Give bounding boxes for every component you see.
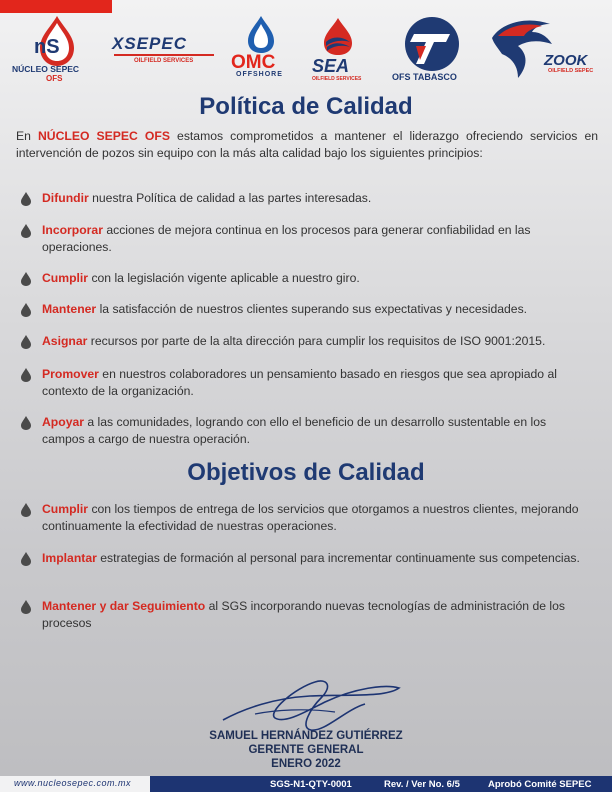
policy-item-text: a las comunidades, logrando con ello el beneficio de un desarrollo sustentable en los campos a cargo de nuestra operación.	[42, 415, 547, 446]
signer-role: GERENTE GENERAL	[248, 744, 364, 756]
policy-item-text: acciones de mejora continua en los procesos para generar confiabilidad en las operaciones.	[42, 223, 531, 254]
xsepec-underline	[114, 54, 214, 56]
intro-company: NÚCLEO SEPEC OFS	[38, 129, 170, 143]
drop-bullet-icon	[20, 192, 32, 206]
objective-item-text: con los tiempos de entrega de los servicios que otorgamos a nuestros clientes, mejorando continuamente la efectividad de nuestras operaciones.	[42, 502, 579, 533]
handwritten-signature	[215, 668, 405, 738]
policy-item-text: recursos por parte de la alta dirección para cumplir los requisitos de ISO 9001:2015.	[90, 334, 546, 348]
policy-item-keyword: Cumplir	[42, 271, 89, 285]
logos-row	[0, 14, 612, 86]
sea-logo	[308, 16, 374, 84]
policy-item-text: en nuestros colaboradores un pensamiento basado en riesgos que sea apropiado al contexto de la organización.	[42, 367, 557, 398]
zook-name: ZOOK	[544, 52, 588, 69]
zook-sub: OILFIELD SEPEC	[548, 68, 594, 74]
nucleo-name: NÚCLEO SEPEC	[12, 64, 80, 74]
objectives-title: Objetivos de Calidad	[187, 459, 425, 486]
drop-bullet-icon	[20, 272, 32, 286]
policy-item-keyword: Mantener	[42, 302, 97, 316]
signer-name: SAMUEL HERNÁNDEZ GUTIÉRREZ	[209, 730, 403, 742]
signature-date: ENERO 2022	[271, 758, 341, 770]
ofs-name: OFS TABASCO	[392, 72, 457, 82]
ofs-tabasco-logo	[386, 14, 482, 86]
policy-item-text: la satisfacción de nuestros clientes superando sus expectativas y necesidades.	[99, 302, 528, 316]
zook-logo	[488, 14, 602, 86]
drop-bullet-icon	[20, 368, 32, 382]
ofs-circle-icon	[386, 14, 482, 72]
objective-item-keyword: Mantener y dar Seguimiento	[42, 599, 206, 613]
nucleo-sub: OFS	[46, 74, 63, 83]
policy-item-text: nuestra Política de calidad a las partes interesadas.	[92, 191, 372, 205]
xsepec-sub: OILFIELD SERVICES	[134, 58, 194, 64]
policy-item-keyword: Asignar	[42, 334, 88, 348]
drop-bullet-icon	[20, 552, 32, 566]
omc-sub: OFFSHORE	[236, 71, 283, 78]
xsepec-name: XSEPEC	[112, 34, 187, 53]
website-link[interactable]: www.nucleosepec.com.mx	[14, 778, 132, 788]
policy-item-keyword: Promover	[42, 367, 99, 381]
objective-item-text: al SGS incorporando nuevas tecnologías de administración de los procesos	[42, 599, 565, 630]
objective-item-text: estrategias de formación al personal para incrementar continuamente sus competencias.	[100, 551, 580, 565]
sea-name: SEA	[312, 56, 350, 76]
objective-item-keyword: Cumplir	[42, 502, 89, 516]
intro-prefix: En	[16, 129, 31, 143]
omc-drop-icon	[228, 14, 294, 54]
drop-bullet-icon	[20, 224, 32, 238]
xsepec-logo	[112, 34, 217, 74]
policy-item-keyword: Incorporar	[42, 223, 103, 237]
revision-number: Rev. / Ver No. 6/5	[384, 779, 460, 790]
policy-item-keyword: Difundir	[42, 191, 89, 205]
approval-note: Aprobó Comité SEPEC	[488, 779, 592, 790]
omc-name: OMC	[231, 52, 276, 73]
drop-bullet-icon	[20, 600, 32, 614]
drop-bullet-icon	[20, 503, 32, 517]
red-corner-bar	[0, 0, 112, 13]
nucleo-sepec-logo	[12, 14, 102, 86]
policy-intro	[16, 128, 598, 162]
sea-drop-icon	[308, 16, 374, 56]
objective-item-keyword: Implantar	[42, 551, 97, 565]
nucleo-mark: nS	[34, 36, 60, 58]
omc-logo	[228, 14, 294, 84]
drop-bullet-icon	[20, 416, 32, 430]
drop-bullet-icon	[20, 335, 32, 349]
sea-sub: OILFIELD SERVICES	[312, 76, 362, 82]
intro-text: estamos comprometidos a mantener el liderazgo ofreciendo servicios en intervención de pozos sin equipo con la más alta calidad bajo los siguientes principios:	[16, 129, 599, 160]
policy-title: Política de Calidad	[199, 93, 413, 120]
drop-bullet-icon	[20, 303, 32, 317]
document-code: SGS-N1-QTY-0001	[270, 779, 352, 790]
policy-item-keyword: Apoyar	[42, 415, 84, 429]
policy-item-text: con la legislación vigente aplicable a nuestro giro.	[91, 271, 360, 285]
